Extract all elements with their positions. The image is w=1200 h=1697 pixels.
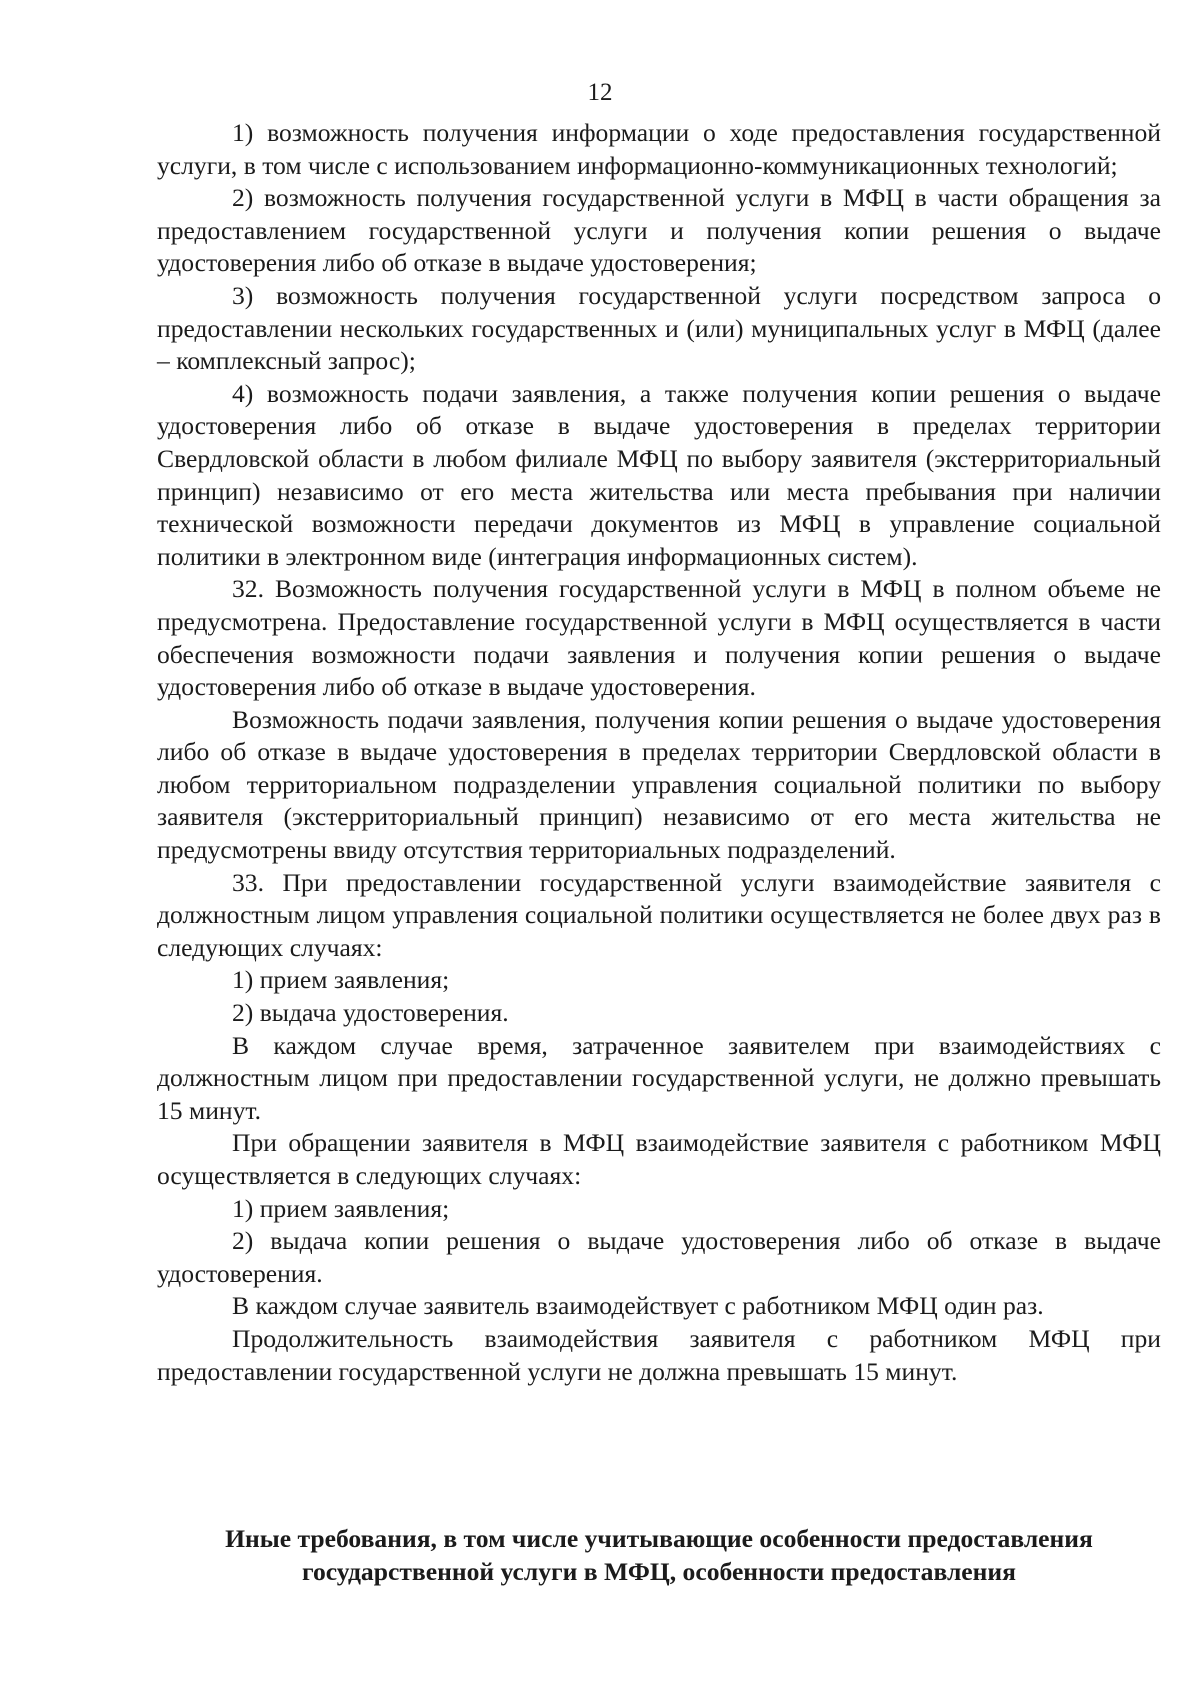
paragraph-mfc-once: В каждом случае заявитель взаимодействует с работником МФЦ один раз. — [232, 1291, 1044, 1321]
section-heading-line-1: Иные требования, в том числе учитывающие особенности предоставления — [225, 1524, 1093, 1553]
paragraph-duration: Продолжительность взаимодействия заявителя с работником МФЦ при предоставлении государственной услуги не должна превышать 15 минут. — [157, 1323, 1161, 1386]
paragraph-3-complex-request: 3) возможность получения государственной услуги посредством запроса о предоставлении нескольких государственных и (или) муниципальных услуг в МФЦ (далее – комплексный запрос); — [157, 280, 1161, 376]
paragraph-32-continued: Возможность подачи заявления, получения копии решения о выдаче удостоверения либо об отказе в выдаче удостоверения в пределах территории Свердловской области в любом территориальном подразделении управления социальной политики по выбору заявителя (экстерриториальный принцип) независимо от его места жительства не предусмотрены ввиду отсутствия территориальных подразделений. — [157, 704, 1161, 865]
paragraph-mfc-interaction: При обращении заявителя в МФЦ взаимодействие заявителя с работником МФЦ осуществляется в следующих случаях: — [157, 1128, 1161, 1190]
paragraph-1-information: 1) возможность получения информации о ходе предоставления государственной услуги, в том числе с использованием информационно-коммуникационных технологий; — [157, 118, 1161, 180]
paragraph-2-mfc-service: 2) возможность получения государственной услуги в МФЦ в части обращения за предоставлением государственной услуги и получения копии решения о выдаче удостоверения либо об отказе в выдаче удостоверения; — [157, 183, 1161, 278]
section-heading — [157, 1522, 1161, 1588]
paragraph-32: 32. Возможность получения государственной услуги в МФЦ в полном объеме не предусмотрена. Предоставление государственной услуги в МФЦ осуществляется в части обеспечения возможности подачи заявления и получения копии решения о выдаче удостоверения либо об отказе в выдаче удостоверения. — [157, 574, 1161, 702]
list-item-certificate-issue: 2) выдача удостоверения. — [232, 998, 509, 1028]
paragraph-33: 33. При предоставлении государственной услуги взаимодействие заявителя с должностным лицом управления социальной политики осуществляется не более двух раз в следующих случаях: — [157, 867, 1161, 962]
list-item-mfc-copy-issue: 2) выдача копии решения о выдаче удостоверения либо об отказе в выдаче удостоверения. — [157, 1226, 1161, 1288]
list-item-mfc-reception: 1) прием заявления; — [232, 1193, 450, 1223]
list-item-application-reception: 1) прием заявления; — [232, 965, 450, 995]
paragraph-time-limit: В каждом случае время, затраченное заявителем при взаимодействиях с должностным лицом при предоставлении государственной услуги, не должно превышать 15 минут. — [157, 1030, 1161, 1125]
document-body — [157, 117, 1161, 1388]
section-heading-line-2: государственной услуги в МФЦ, особенности предоставления — [302, 1557, 1016, 1586]
paragraph-4-extraterritorial: 4) возможность подачи заявления, а также получения копии решения о выдаче удостоверения либо об отказе в выдаче удостоверения в пределах территории Свердловской области в любом филиале МФЦ по выбору заявителя (экстерриториальный принцип) независимо от его места жительства или места пребывания при наличии технической возможности передачи документов из МФЦ в управление социальной политики в электронном виде (интеграция информационных систем). — [157, 378, 1161, 571]
page-number: 12 — [587, 79, 613, 106]
